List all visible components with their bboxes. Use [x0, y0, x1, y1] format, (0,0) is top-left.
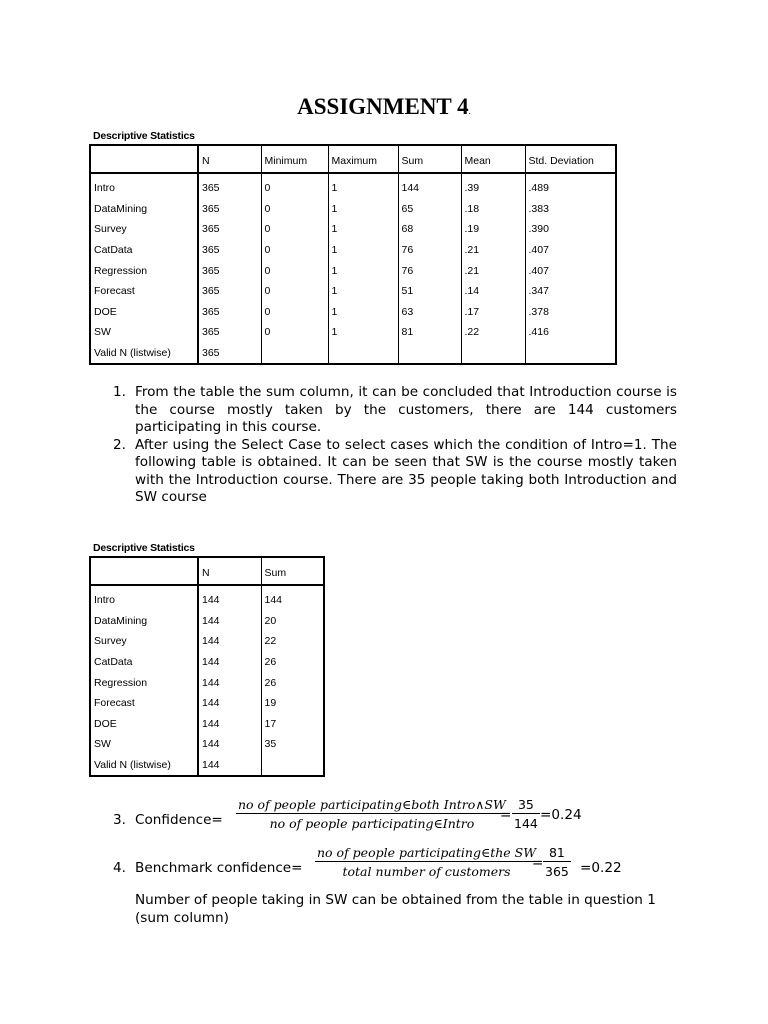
row-label: SW — [90, 322, 198, 343]
column-header: Sum — [261, 557, 324, 585]
table-cell: .347 — [525, 281, 616, 302]
table-row — [90, 219, 616, 240]
row-label: Valid N (listwise) — [90, 343, 198, 365]
table-cell: 20 — [261, 611, 324, 632]
formula3-denominator: no of people participating∈Intro — [269, 816, 475, 831]
table-cell: 144 — [398, 173, 461, 199]
formula3-result: =0.24 — [540, 807, 582, 823]
table-cell: 0 — [261, 281, 328, 302]
descriptive-statistics-table-1 — [89, 144, 617, 365]
table-cell: 81 — [398, 322, 461, 343]
table-cell: .39 — [461, 173, 525, 199]
table-cell: 1 — [328, 260, 398, 281]
formula4-number: 4. — [113, 860, 126, 876]
list-item-number: 1. — [113, 384, 126, 400]
row-label: Forecast — [90, 693, 198, 714]
table-cell: 0 — [261, 219, 328, 240]
table-cell: 0 — [261, 173, 328, 199]
table-row — [90, 755, 324, 777]
table-row — [90, 240, 616, 261]
table-cell: 144 — [198, 714, 261, 735]
formula4-result: =0.22 — [580, 860, 622, 876]
formula4-fraction — [315, 845, 538, 879]
row-label: CatData — [90, 240, 198, 261]
table-row — [90, 734, 324, 755]
page-title — [0, 94, 768, 120]
row-label: DataMining — [90, 199, 198, 220]
table2-caption: Descriptive Statistics — [93, 542, 195, 554]
table-cell: .407 — [525, 240, 616, 261]
descriptive-statistics-table-2 — [89, 556, 325, 777]
table-cell: 144 — [198, 734, 261, 755]
formula3-value-numerator: 35 — [512, 797, 540, 814]
table-row — [90, 281, 616, 302]
formula3-numerator: no of people participating∈both Intro∧SW — [238, 797, 506, 812]
formula4-label: Benchmark confidence= — [135, 860, 303, 876]
table-cell: 68 — [398, 219, 461, 240]
table-cell: 144 — [198, 672, 261, 693]
row-label: DOE — [90, 302, 198, 323]
table-cell: 76 — [398, 240, 461, 261]
table-cell: .21 — [461, 260, 525, 281]
table-row — [90, 322, 616, 343]
formula4-denominator: total number of customers — [342, 864, 511, 879]
row-label: Intro — [90, 173, 198, 199]
table-cell: 1 — [328, 219, 398, 240]
table-cell: 1 — [328, 302, 398, 323]
table-row — [90, 585, 324, 611]
table-cell — [261, 343, 328, 365]
row-label: Regression — [90, 672, 198, 693]
table-cell: 26 — [261, 652, 324, 673]
header-stub — [90, 145, 198, 173]
table-cell: .407 — [525, 260, 616, 281]
table-cell: .489 — [525, 173, 616, 199]
table-cell: 1 — [328, 240, 398, 261]
table-cell: 35 — [261, 734, 324, 755]
column-header: N — [198, 145, 261, 173]
column-header: Sum — [398, 145, 461, 173]
column-header: Minimum — [261, 145, 328, 173]
table-cell: 365 — [198, 173, 261, 199]
table-cell: 0 — [261, 240, 328, 261]
table-cell: .17 — [461, 302, 525, 323]
formula3-number: 3. — [113, 812, 126, 828]
table-cell: 1 — [328, 173, 398, 199]
formula4-value-fraction — [543, 845, 571, 879]
table-cell: 365 — [198, 322, 261, 343]
table-cell: 26 — [261, 672, 324, 693]
formula3-label: Confidence= — [135, 812, 223, 828]
list-item-text: From the table the sum column, it can be concluded that Introduction course is the course mostly taken by the customers, there are 144 customers participating in this course. — [135, 384, 677, 435]
table-cell: .383 — [525, 199, 616, 220]
table-cell: 365 — [198, 240, 261, 261]
table-cell: 1 — [328, 281, 398, 302]
table-row — [90, 611, 324, 632]
table-row — [90, 173, 616, 199]
table-cell: 144 — [198, 611, 261, 632]
table-cell: .390 — [525, 219, 616, 240]
table-cell: .22 — [461, 322, 525, 343]
column-header: N — [198, 557, 261, 585]
table-row — [90, 693, 324, 714]
table-cell: .378 — [525, 302, 616, 323]
table-cell: .416 — [525, 322, 616, 343]
table-cell: 144 — [198, 652, 261, 673]
column-header: Mean — [461, 145, 525, 173]
table-row — [90, 199, 616, 220]
table-cell: 51 — [398, 281, 461, 302]
table-cell: 0 — [261, 302, 328, 323]
list-item — [113, 384, 677, 437]
table-cell: 1 — [328, 199, 398, 220]
table-row — [90, 302, 616, 323]
table-cell: 19 — [261, 693, 324, 714]
table-cell: 144 — [261, 585, 324, 611]
table-row — [90, 652, 324, 673]
table-cell: 365 — [198, 199, 261, 220]
table-cell: 365 — [198, 281, 261, 302]
table-cell — [525, 343, 616, 365]
table-cell: 76 — [398, 260, 461, 281]
table-cell: 365 — [198, 260, 261, 281]
table-cell: 0 — [261, 260, 328, 281]
table-cell — [461, 343, 525, 365]
equals-sign: = — [532, 855, 544, 871]
column-header: Std. Deviation — [525, 145, 616, 173]
table-cell: 0 — [261, 199, 328, 220]
table-cell: .18 — [461, 199, 525, 220]
table-cell: 144 — [198, 755, 261, 777]
formula3-fraction — [236, 797, 508, 831]
table-cell: 65 — [398, 199, 461, 220]
row-label: Regression — [90, 260, 198, 281]
list-item-number: 2. — [113, 436, 126, 453]
column-header: Maximum — [328, 145, 398, 173]
table-row — [90, 714, 324, 735]
table-cell — [328, 343, 398, 365]
row-label: Survey — [90, 631, 198, 652]
row-label: SW — [90, 734, 198, 755]
table-cell: 0 — [261, 322, 328, 343]
table-cell: 365 — [198, 302, 261, 323]
table-cell: 63 — [398, 302, 461, 323]
table1-caption: Descriptive Statistics — [93, 130, 195, 142]
title-text: ASSIGNMENT 4 — [297, 94, 469, 119]
note-paragraph: Number of people taking in SW can be obtained from the table in question 1 (sum column) — [135, 892, 656, 926]
table-cell — [398, 343, 461, 365]
formula4-value-denominator: 365 — [545, 864, 569, 879]
table-row — [90, 631, 324, 652]
row-label: DataMining — [90, 611, 198, 632]
table-cell: 365 — [198, 343, 261, 365]
table-cell: 144 — [198, 631, 261, 652]
table-cell: 1 — [328, 322, 398, 343]
formula3-value-fraction — [512, 797, 540, 831]
formula4-numerator: no of people participating∈the SW — [317, 845, 537, 860]
formula4-value-numerator: 81 — [543, 845, 571, 862]
table-cell: .14 — [461, 281, 525, 302]
list-item — [113, 437, 677, 507]
table-row — [90, 260, 616, 281]
table-cell: .21 — [461, 240, 525, 261]
header-stub — [90, 557, 198, 585]
table-cell: 17 — [261, 714, 324, 735]
table-cell: 144 — [198, 585, 261, 611]
table-cell — [261, 755, 324, 777]
table-cell: 365 — [198, 219, 261, 240]
row-label: Valid N (listwise) — [90, 755, 198, 777]
list-item-text: After using the Select Case to select cases which the condition of Intro=1. The following table is obtained. It can be seen that SW is the course mostly taken with the Introduction course. There are 35 people taking both Introduction and SW course — [135, 436, 677, 505]
table-cell: 22 — [261, 631, 324, 652]
table-row — [90, 672, 324, 693]
row-label: DOE — [90, 714, 198, 735]
row-label: CatData — [90, 652, 198, 673]
findings-list — [113, 384, 677, 507]
formula3-value-denominator: 144 — [514, 816, 538, 831]
table-cell: .19 — [461, 219, 525, 240]
row-label: Forecast — [90, 281, 198, 302]
table-cell: 144 — [198, 693, 261, 714]
equals-sign: = — [500, 807, 512, 823]
title-suffix: . — [468, 106, 471, 116]
row-label: Intro — [90, 585, 198, 611]
row-label: Survey — [90, 219, 198, 240]
table-row — [90, 343, 616, 365]
